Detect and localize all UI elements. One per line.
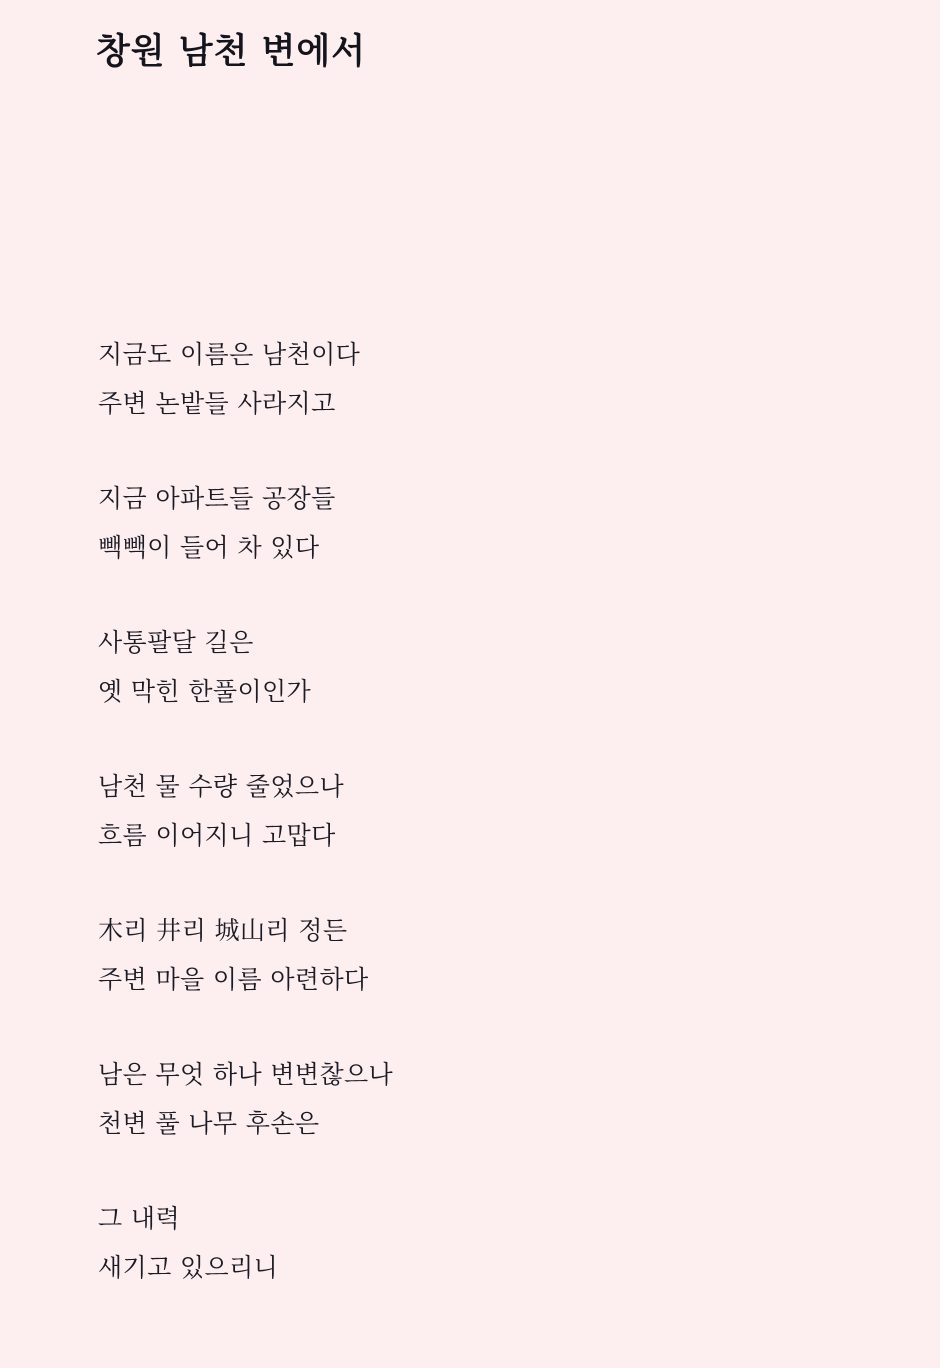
poem-line: 지금도 이름은 남천이다 (98, 340, 361, 369)
poem-line: 남은 무엇 하나 변변찮으나 (98, 1060, 394, 1089)
poem-line: 새기고 있으리니 (98, 1253, 279, 1282)
poem-line: 남천 물 수량 줄었으나 (98, 772, 344, 801)
stanza (98, 330, 798, 428)
stanza (98, 1194, 798, 1292)
poem-line: 사통팔달 길은 (98, 628, 254, 657)
poem-line: 천변 풀 나무 후손은 (98, 1109, 320, 1138)
poem-line: 주변 마을 이름 아련하다 (98, 965, 369, 994)
poem-line: 흐름 이어지니 고맙다 (98, 821, 336, 850)
page-title: 창원 남천 변에서 (96, 31, 367, 72)
poem-body (98, 330, 798, 1292)
stanza (98, 762, 798, 860)
poem-line: 빽빽이 들어 차 있다 (98, 533, 320, 562)
poem-line: 木리 井리 城山리 정든 (98, 916, 348, 945)
stanza (98, 1050, 798, 1148)
poem-line: 그 내력 (98, 1204, 180, 1233)
stanza (98, 474, 798, 572)
stanza (98, 618, 798, 716)
stanza (98, 906, 798, 1004)
poem-line: 주변 논밭들 사라지고 (98, 389, 336, 418)
poem-line: 옛 막힌 한풀이인가 (98, 677, 312, 706)
poem-line: 지금 아파트들 공장들 (98, 484, 336, 513)
